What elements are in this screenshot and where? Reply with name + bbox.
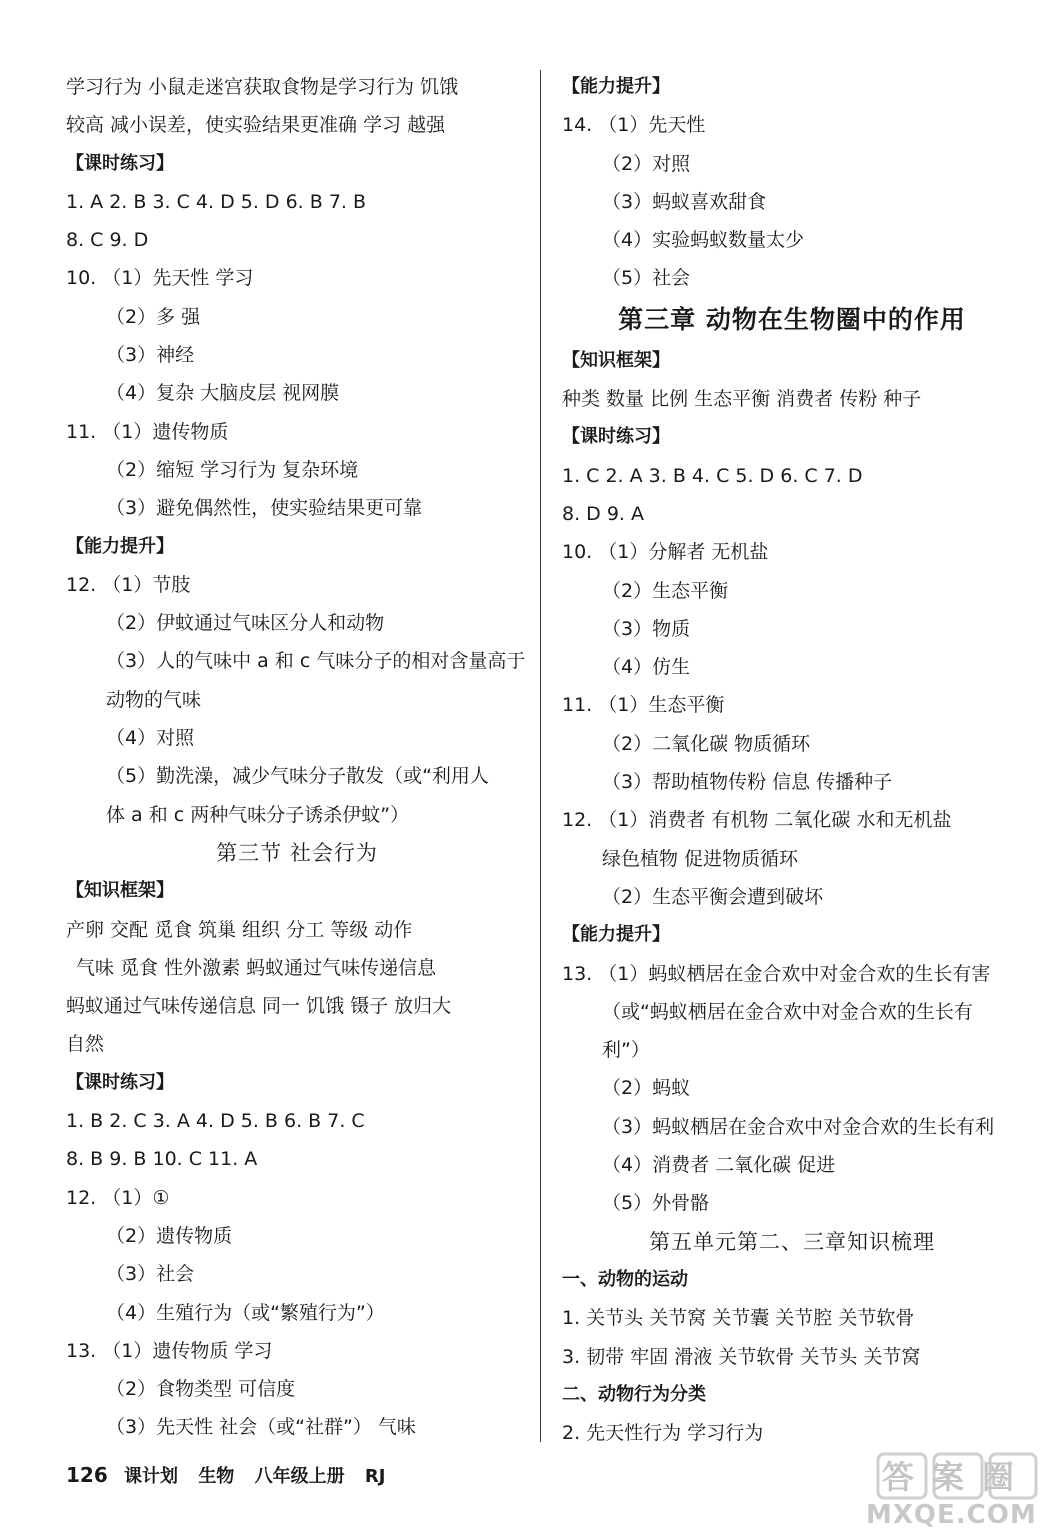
answer-line: 11. （1）生态平衡 [562, 694, 725, 717]
watermark-logo-text: 答案圈 [881, 1458, 1033, 1496]
answer-subline: （4）对照 [106, 727, 195, 750]
subject: 生物 [198, 1466, 235, 1487]
answer-subline: （5）勤洗澡，减少气味分子散发（或“利用人 [106, 765, 489, 788]
section-heading: 【课时练习】 [562, 426, 670, 448]
answer-subline: 动物的气味 [106, 688, 202, 711]
answer-line: 3. 韧带 牢固 滑液 关节软骨 关节头 关节窝 [562, 1345, 921, 1368]
section-title: 第五单元第二、三章知识梳理 [649, 1229, 935, 1254]
answer-line: 产卵 交配 觅食 筑巢 组织 分工 等级 动作 [66, 918, 413, 941]
answer-line: 12. （1）消费者 有机物 二氧化碳 水和无机盐 [562, 809, 952, 832]
answer-subline: （2）伊蚊通过气味区分人和动物 [106, 612, 385, 635]
answer-line: 1. A 2. B 3. C 4. D 5. D 6. B 7. B [66, 190, 367, 213]
page-footer [66, 1462, 399, 1488]
section-heading: 【课时练习】 [66, 1071, 174, 1093]
answer-line: 种类 数量 比例 生态平衡 消费者 传粉 种子 [562, 388, 922, 411]
answer-line: 2. 先天性行为 学习行为 [562, 1422, 764, 1445]
answer-subline: （4）生殖行为（或“繁殖行为”） [106, 1301, 385, 1324]
answer-subline: （2）对照 [602, 152, 691, 175]
answer-subline: 绿色植物 促进物质循环 [602, 847, 799, 870]
answer-subline: （2）生态平衡 [602, 579, 729, 602]
answer-subline: （5）社会 [602, 267, 691, 290]
answer-subline: （3）社会 [106, 1263, 195, 1286]
answer-line: 13. （1）遗传物质 学习 [66, 1339, 273, 1362]
section-heading: 二、动物行为分类 [562, 1383, 706, 1405]
section-title: 第三节 社会行为 [216, 840, 378, 865]
answer-subline: （3）先天性 社会（或“社群”） 气味 [106, 1416, 416, 1439]
answer-subline: （4）仿生 [602, 656, 691, 679]
chapter-title: 第三章 动物在生物圈中的作用 [618, 304, 966, 334]
answer-line: 蚂蚁通过气味传递信息 同一 饥饿 镊子 放归大 [66, 995, 452, 1018]
answer-line: 学习行为 小鼠走迷宫获取食物是学习行为 饥饿 [66, 76, 459, 98]
section-heading: 【知识框架】 [562, 349, 670, 371]
answer-line: 8. B 9. B 10. C 11. A [66, 1148, 258, 1171]
answer-subline: （3）物质 [602, 617, 691, 640]
answer-line: 12. （1）节肢 [66, 573, 191, 596]
answer-line: 1. C 2. A 3. B 4. C 5. D 6. C 7. D [562, 464, 863, 487]
answer-line: 较高 减小误差，使实验结果更准确 学习 越强 [66, 114, 446, 137]
answer-subline: （3）避免偶然性，使实验结果更可靠 [106, 497, 423, 520]
left-column [66, 68, 528, 1447]
section-heading: 【能力提升】 [66, 535, 174, 557]
answer-line: 11. （1）遗传物质 [66, 420, 229, 443]
section-heading: 【知识框架】 [66, 880, 174, 902]
column-divider [540, 70, 541, 1442]
answer-subline: （2）多 强 [106, 305, 201, 328]
answer-subline: （3）蚂蚁喜欢甜食 [602, 190, 767, 213]
answer-line: 1. B 2. C 3. A 4. D 5. B 6. B 7. C [66, 1110, 365, 1133]
answer-subline: （2）缩短 学习行为 复杂环境 [106, 458, 359, 481]
book-series: 课计划 [124, 1466, 179, 1487]
answer-subline: （2）遗传物质 [106, 1224, 233, 1247]
answer-subline: （5）外骨骼 [602, 1192, 710, 1215]
answer-line: 10. （1）先天性 学习 [66, 267, 254, 290]
answer-line: 1. 关节头 关节窝 关节囊 关节腔 关节软骨 [562, 1307, 915, 1330]
answer-line: 8. C 9. D [66, 229, 149, 252]
answer-subline: 利”） [602, 1039, 650, 1062]
section-heading: 【能力提升】 [562, 76, 670, 97]
answer-line: 13. （1）蚂蚁栖居在金合欢中对金合欢的生长有害 [562, 962, 991, 985]
answer-subline: 体 a 和 c 两种气味分子诱杀伊蚊”） [106, 803, 410, 826]
answer-subline: （4）复杂 大脑皮层 视网膜 [106, 382, 340, 405]
answer-subline: （2）二氧化碳 物质循环 [602, 732, 811, 755]
answer-subline: （3）人的气味中 a 和 c 气味分子的相对含量高于 [106, 650, 526, 673]
answer-subline: （4）实验蚂蚁数量太少 [602, 229, 805, 252]
section-heading: 【能力提升】 [562, 924, 670, 946]
right-column [562, 68, 1022, 1452]
watermark-site: MXQE.COM [866, 1500, 1037, 1530]
page-number: 126 [66, 1463, 108, 1487]
grade: 八年级上册 [254, 1466, 345, 1487]
answer-line: 10. （1）分解者 无机盐 [562, 541, 769, 564]
answer-line: 8. D 9. A [562, 502, 645, 525]
edition: RJ [364, 1466, 386, 1487]
answer-subline: （3）帮助植物传粉 信息 传播种子 [602, 771, 893, 794]
answer-line: 气味 觅食 性外激素 蚂蚁通过气味传递信息 [76, 956, 437, 979]
section-heading: 一、动物的运动 [562, 1268, 688, 1290]
answer-subline: （3）蚂蚁栖居在金合欢中对金合欢的生长有利 [602, 1115, 995, 1138]
answer-subline: （2）生态平衡会遭到破坏 [602, 885, 824, 908]
answer-subline: （2）食物类型 可信度 [106, 1378, 296, 1401]
section-heading: 【课时练习】 [66, 152, 174, 174]
answer-line: 自然 [66, 1033, 105, 1056]
answer-subline: （4）消费者 二氧化碳 促进 [602, 1154, 836, 1177]
answer-line: 14. （1）先天性 [562, 114, 706, 137]
answer-subline: （或“蚂蚁栖居在金合欢中对金合欢的生长有 [602, 1000, 973, 1023]
answer-subline: （3）神经 [106, 344, 195, 367]
answer-line: 12. （1）① [66, 1186, 170, 1209]
answer-subline: （2）蚂蚁 [602, 1077, 691, 1100]
